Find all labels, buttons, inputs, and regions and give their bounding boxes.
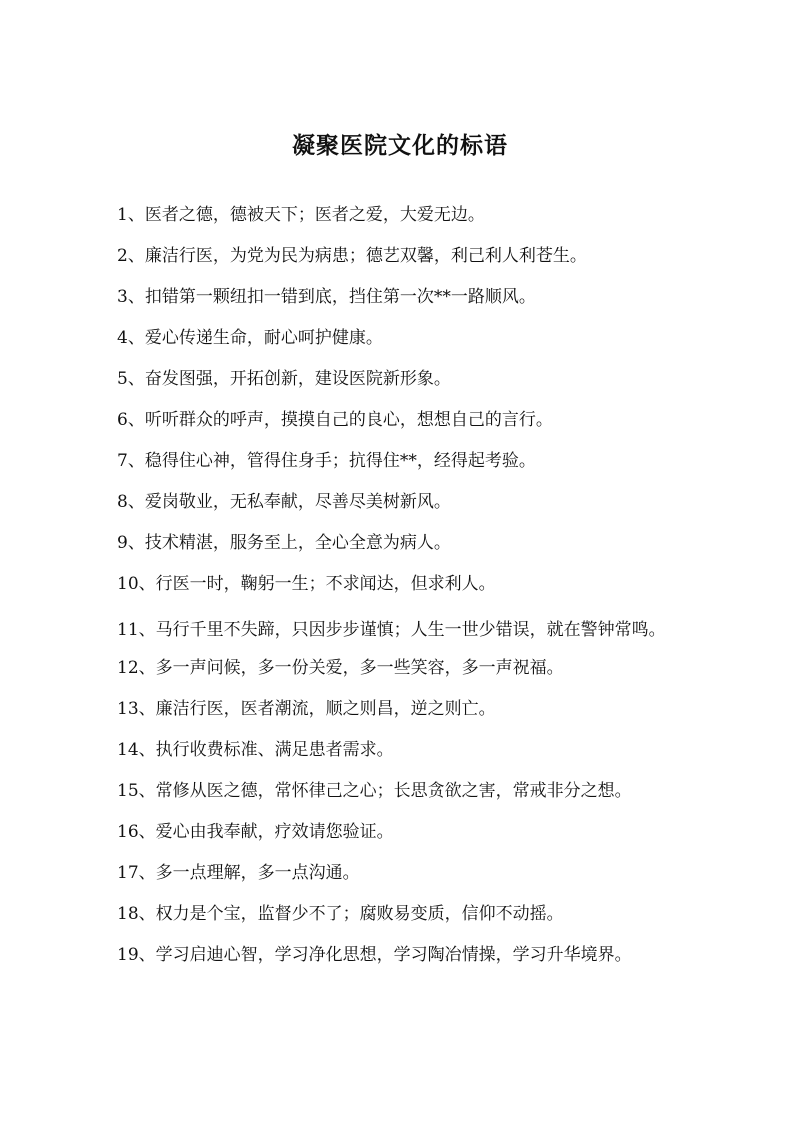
slogan-item: 5、奋发图强，开拓创新，建设医院新形象。: [117, 369, 451, 389]
slogan-item: 15、常修从医之德，常怀律己之心；长思贪欲之害，常戒非分之想。: [117, 781, 632, 801]
slogan-item: 8、爱岗敬业，无私奉献，尽善尽美树新风。: [117, 492, 451, 512]
slogan-item: 3、扣错第一颗纽扣一错到底，挡住第一次**一路顺风。: [117, 287, 536, 307]
slogan-item: 17、多一点理解，多一点沟通。: [117, 863, 360, 883]
slogan-item: 1、医者之德，德被天下；医者之爱，大爱无边。: [117, 205, 485, 225]
slogan-item: 13、廉洁行医，医者潮流，顺之则昌，逆之则亡。: [117, 699, 496, 719]
slogan-item: 2、廉洁行医，为党为民为病患；德艺双馨，利己利人利苍生。: [117, 246, 587, 266]
document-title: 凝聚医院文化的标语: [292, 132, 508, 159]
slogan-item: 16、爱心由我奉献，疗效请您验证。: [117, 822, 394, 842]
slogan-list: [117, 200, 697, 981]
slogan-item: 9、技术精湛，服务至上，全心全意为病人。: [117, 533, 451, 553]
slogan-item: 6、听听群众的呼声，摸摸自己的良心，想想自己的言行。: [117, 410, 553, 430]
slogan-item: 11、马行千里不失蹄，只因步步谨慎；人生一世少错误，就在警钟常鸣。: [117, 620, 666, 640]
slogan-item: 18、权力是个宝，监督少不了；腐败易变质，信仰不动摇。: [117, 904, 564, 924]
slogan-item: 14、执行收费标准、满足患者需求。: [117, 740, 394, 760]
slogan-item: 19、学习启迪心智，学习净化思想，学习陶冶情操，学习升华境界。: [117, 945, 632, 965]
slogan-item: 12、多一声问候，多一份关爱，多一些笑容，多一声祝福。: [117, 658, 564, 678]
slogan-item: 7、稳得住心神，管得住身手；抗得住**，经得起考验。: [117, 451, 536, 471]
slogan-item: 10、行医一时，鞠躬一生；不求闻达，但求利人。: [117, 574, 496, 594]
slogan-item: 4、爱心传递生命，耐心呵护健康。: [117, 328, 383, 348]
